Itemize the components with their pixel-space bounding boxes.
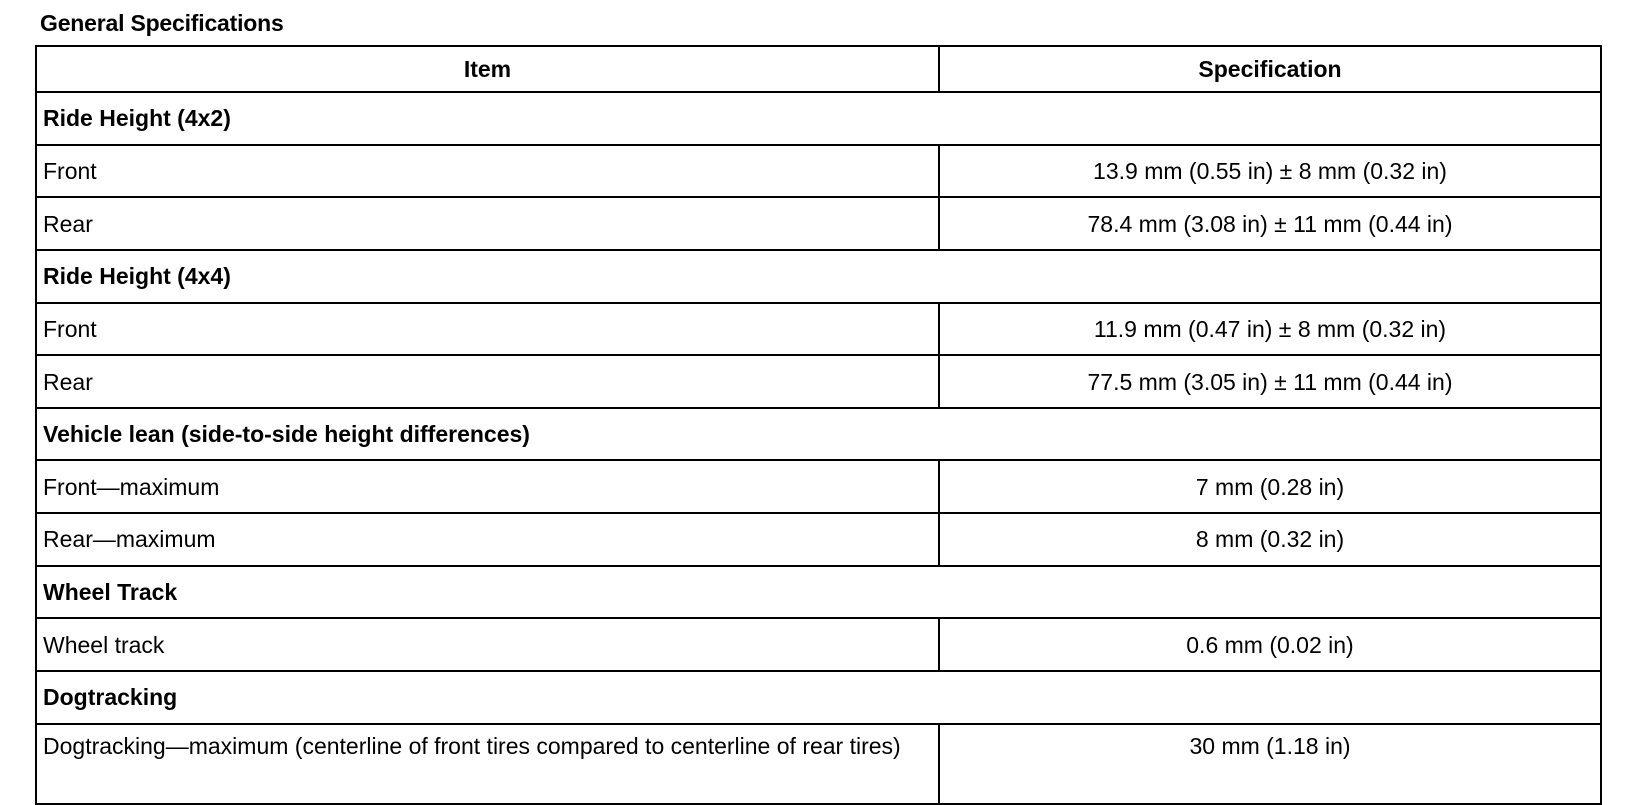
table-row	[36, 724, 1601, 804]
section-row-wheel-track	[36, 566, 1601, 619]
column-header-specification: Specification	[939, 46, 1601, 92]
item-cell: Rear	[36, 355, 939, 408]
table-row	[36, 303, 1601, 356]
table-row	[36, 618, 1601, 671]
section-row-dogtracking	[36, 671, 1601, 724]
spec-cell: 13.9 mm (0.55 in) ± 8 mm (0.32 in)	[939, 145, 1601, 198]
section-title: Dogtracking	[36, 671, 1601, 724]
section-title: Ride Height (4x4)	[36, 250, 1601, 303]
spec-cell: 78.4 mm (3.08 in) ± 11 mm (0.44 in)	[939, 197, 1601, 250]
table-row	[36, 460, 1601, 513]
section-title: Wheel Track	[36, 566, 1601, 619]
spec-cell: 0.6 mm (0.02 in)	[939, 618, 1601, 671]
spec-cell: 8 mm (0.32 in)	[939, 513, 1601, 566]
item-cell: Wheel track	[36, 618, 939, 671]
item-cell: Front	[36, 145, 939, 198]
table-row	[36, 355, 1601, 408]
item-cell: Front	[36, 303, 939, 356]
spec-cell: 30 mm (1.18 in)	[939, 724, 1601, 804]
item-cell: Dogtracking—maximum (centerline of front tires compared to centerline of rear tires)	[36, 724, 939, 804]
table-row	[36, 145, 1601, 198]
column-header-item: Item	[36, 46, 939, 92]
section-row-ride-height-4x4	[36, 250, 1601, 303]
spec-cell: 77.5 mm (3.05 in) ± 11 mm (0.44 in)	[939, 355, 1601, 408]
section-row-vehicle-lean	[36, 408, 1601, 461]
item-cell: Rear—maximum	[36, 513, 939, 566]
page-title: General Specifications	[40, 10, 284, 36]
section-title: Vehicle lean (side-to-side height differences)	[36, 408, 1601, 461]
item-cell: Rear	[36, 197, 939, 250]
section-row-ride-height-4x2	[36, 92, 1601, 145]
item-cell: Front—maximum	[36, 460, 939, 513]
spec-cell: 11.9 mm (0.47 in) ± 8 mm (0.32 in)	[939, 303, 1601, 356]
specifications-table	[35, 45, 1602, 805]
table-row	[36, 513, 1601, 566]
table-header-row	[36, 46, 1601, 92]
section-title: Ride Height (4x2)	[36, 92, 1601, 145]
spec-cell: 7 mm (0.28 in)	[939, 460, 1601, 513]
table-row	[36, 197, 1601, 250]
